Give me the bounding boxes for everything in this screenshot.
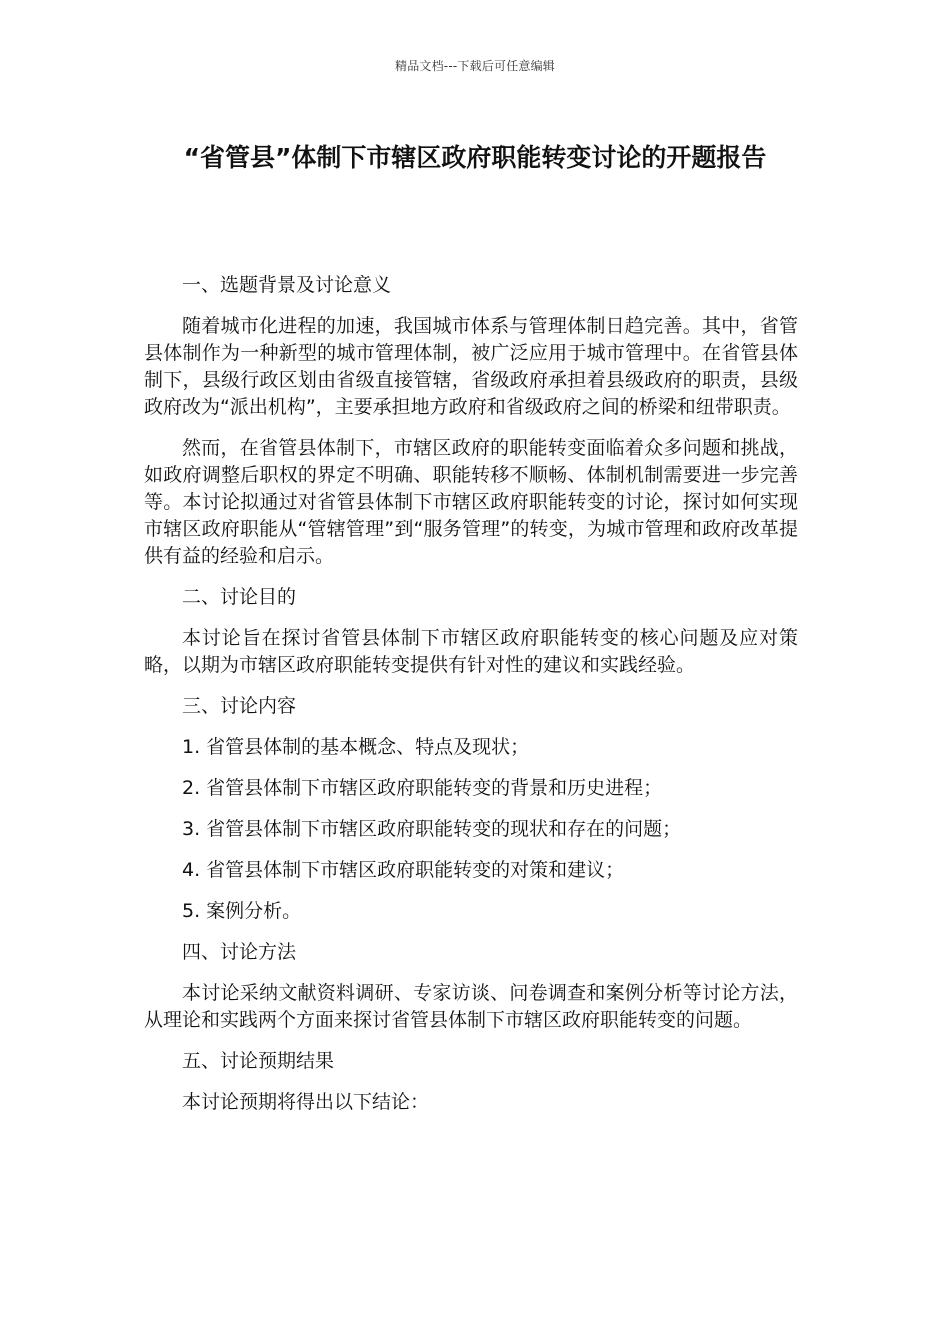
header-note: 精品文档---下载后可任意编辑 — [395, 59, 555, 73]
paragraph-method: 本讨论采纳文献资料调研、专家访谈、问卷调查和案例分析等讨论方法，从理论和实践两个方面来探讨省管县体制下市辖区政府职能转变的问题。 — [144, 982, 798, 1031]
paragraph-purpose: 本讨论旨在探讨省管县体制下市辖区政府职能转变的核心问题及应对策略，以期为市辖区政府职能转变提供有针对性的建议和实践经验。 — [144, 627, 798, 676]
paragraph-background-1: 随着城市化进程的加速，我国城市体系与管理体制日趋完善。其中，省管县体制作为一种新型的城市管理体制，被广泛应用于城市管理中。在省管县体制下，县级行政区划由省级直接管辖，省级政府承担着县级政府的职责，县级政府改为“派出机构”，主要承担地方政府和省级政府之间的桥梁和纽带职责。 — [144, 315, 798, 418]
document-title: “省管县”体制下市辖区政府职能转变讨论的开题报告 — [183, 143, 767, 172]
section-heading-expected-results: 五、讨论预期结果 — [182, 1050, 335, 1072]
section-heading-background: 一、选题背景及讨论意义 — [182, 274, 392, 296]
list-item: 3. 省管县体制下市辖区政府职能转变的现状和存在的问题； — [182, 818, 682, 840]
list-item: 2. 省管县体制下市辖区政府职能转变的背景和历史进程； — [182, 777, 663, 799]
list-item: 4. 省管县体制下市辖区政府职能转变的对策和建议； — [182, 859, 625, 881]
list-item: 5. 案例分析。 — [182, 900, 302, 922]
list-item: 1. 省管县体制的基本概念、特点及现状； — [182, 736, 530, 758]
paragraph-background-2: 然而，在省管县体制下，市辖区政府的职能转变面临着众多问题和挑战，如政府调整后职权的界定不明确、职能转移不顺畅、体制机制需要进一步完善等。本讨论拟通过对省管县体制下市辖区政府职能转变的讨论，探讨如何实现市辖区政府职能从“管辖管理”到“服务管理”的转变，为城市管理和政府改革提供有益的经验和启示。 — [144, 437, 798, 567]
section-heading-purpose: 二、讨论目的 — [182, 586, 297, 608]
document-body — [144, 272, 798, 1130]
paragraph-expected-results: 本讨论预期将得出以下结论： — [182, 1091, 430, 1113]
section-heading-method: 四、讨论方法 — [182, 941, 297, 963]
section-heading-content: 三、讨论内容 — [182, 695, 297, 717]
